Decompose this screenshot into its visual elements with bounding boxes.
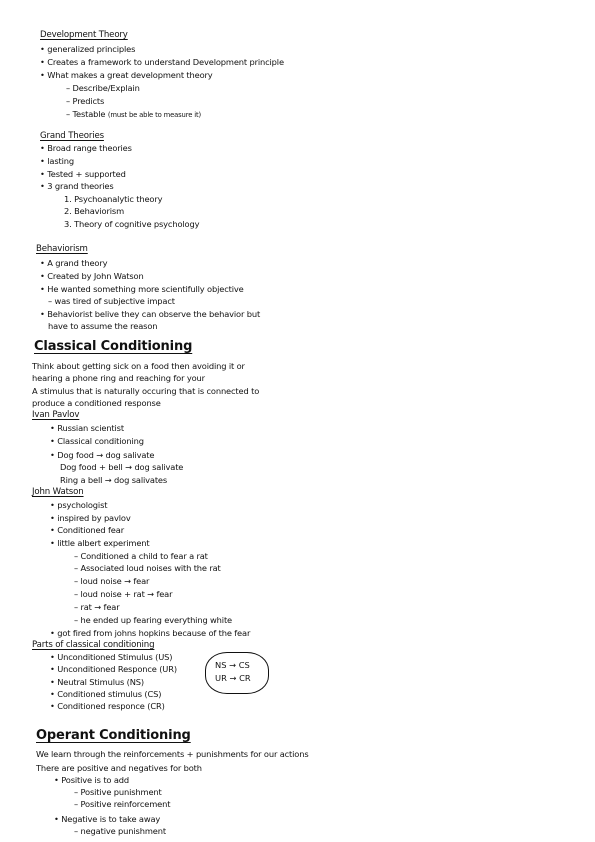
note-line: • Conditioned fear	[50, 525, 124, 535]
note-line: Think about getting sick on a food then avoiding it or	[32, 361, 245, 371]
note-line: • Russian scientist	[50, 423, 124, 433]
heading-grand-theories: Grand Theories	[40, 131, 104, 141]
cloud-line-ur-cr: UR → CR	[215, 673, 251, 683]
heading-operant-conditioning: Operant Conditioning	[36, 728, 191, 743]
note-line: – rat → fear	[74, 602, 120, 612]
note-line: 3. Theory of cognitive psychology	[64, 219, 200, 229]
note-line: – Positive punishment	[74, 787, 162, 797]
note-line: • Tested + supported	[40, 169, 126, 179]
heading-development-theory: Development Theory	[40, 30, 128, 40]
note-line: – Predicts	[66, 96, 105, 106]
note-aside: (must be able to measure it)	[107, 111, 201, 119]
note-line: • What makes a great development theory	[40, 70, 213, 80]
note-line: 1. Psychoanalytic theory	[64, 194, 163, 204]
note-line: • Classical conditioning	[50, 436, 144, 446]
note-line: A stimulus that is naturally occuring that is connected to	[32, 386, 260, 396]
note-line: – Positive reinforcement	[74, 799, 171, 809]
note-line: There are positive and negatives for both	[36, 763, 202, 773]
note-line: • psychologist	[50, 500, 108, 510]
note-line: • Conditioned responce (CR)	[50, 701, 165, 711]
note-line: • Creates a framework to understand Development principle	[40, 57, 284, 67]
note-line: – loud noise → fear	[74, 576, 150, 586]
note-line: • Behaviorist belive they can observe the behavior but	[40, 309, 261, 319]
cloud-diagram	[205, 652, 269, 694]
note-line: – loud noise + rat → fear	[74, 589, 173, 599]
cloud-line-ns-cs: NS → CS	[215, 660, 250, 670]
note-line: • Unconditioned Responce (UR)	[50, 664, 177, 674]
note-line: – Conditioned a child to fear a rat	[74, 551, 208, 561]
note-line: • 3 grand theories	[40, 181, 114, 191]
note-line	[66, 109, 201, 120]
note-line: • Created by John Watson	[40, 271, 144, 281]
note-line: 2. Behaviorism	[64, 206, 125, 216]
heading-ivan-pavlov: Ivan Pavlov	[32, 410, 80, 420]
note-text: – Testable	[66, 109, 106, 119]
note-line: hearing a phone ring and reaching for your	[32, 373, 205, 383]
note-line: • A grand theory	[40, 258, 108, 268]
note-line: Dog food + bell → dog salivate	[60, 462, 184, 472]
heading-john-watson: John Watson	[32, 487, 84, 497]
note-line: We learn through the reinforcements + punishments for our actions	[36, 749, 309, 759]
note-line: produce a conditioned response	[32, 398, 161, 408]
heading-parts-of-classical-conditioning: Parts of classical conditioning	[32, 640, 155, 650]
note-line: • generalized principles	[40, 44, 136, 54]
note-line: • He wanted something more scientifully objective	[40, 284, 244, 294]
note-line: • Conditioned stimulus (CS)	[50, 689, 162, 699]
note-line: • Negative is to take away	[54, 814, 161, 824]
note-line: • Unconditioned Stimulus (US)	[50, 652, 173, 662]
note-line: – was tired of subjective impact	[48, 296, 175, 306]
note-line: • lasting	[40, 156, 74, 166]
note-line: • Broad range theories	[40, 143, 132, 153]
note-line: • little albert experiment	[50, 538, 150, 548]
note-line: have to assume the reason	[48, 321, 158, 331]
note-line: • Dog food → dog salivate	[50, 450, 155, 460]
note-line: • Neutral Stimulus (NS)	[50, 677, 144, 687]
heading-classical-conditioning: Classical Conditioning	[34, 339, 193, 354]
note-line: – negative punishment	[74, 826, 166, 836]
note-line: • got fired from johns hopkins because of the fear	[50, 628, 251, 638]
note-line: • inspired by pavlov	[50, 513, 131, 523]
note-line: • Positive is to add	[54, 775, 130, 785]
heading-behaviorism: Behaviorism	[36, 244, 88, 254]
note-line: – Describe/Explain	[66, 83, 140, 93]
note-line: – he ended up fearing everything white	[74, 615, 233, 625]
note-line: Ring a bell → dog salivates	[60, 475, 168, 485]
note-line: – Associated loud noises with the rat	[74, 563, 221, 573]
